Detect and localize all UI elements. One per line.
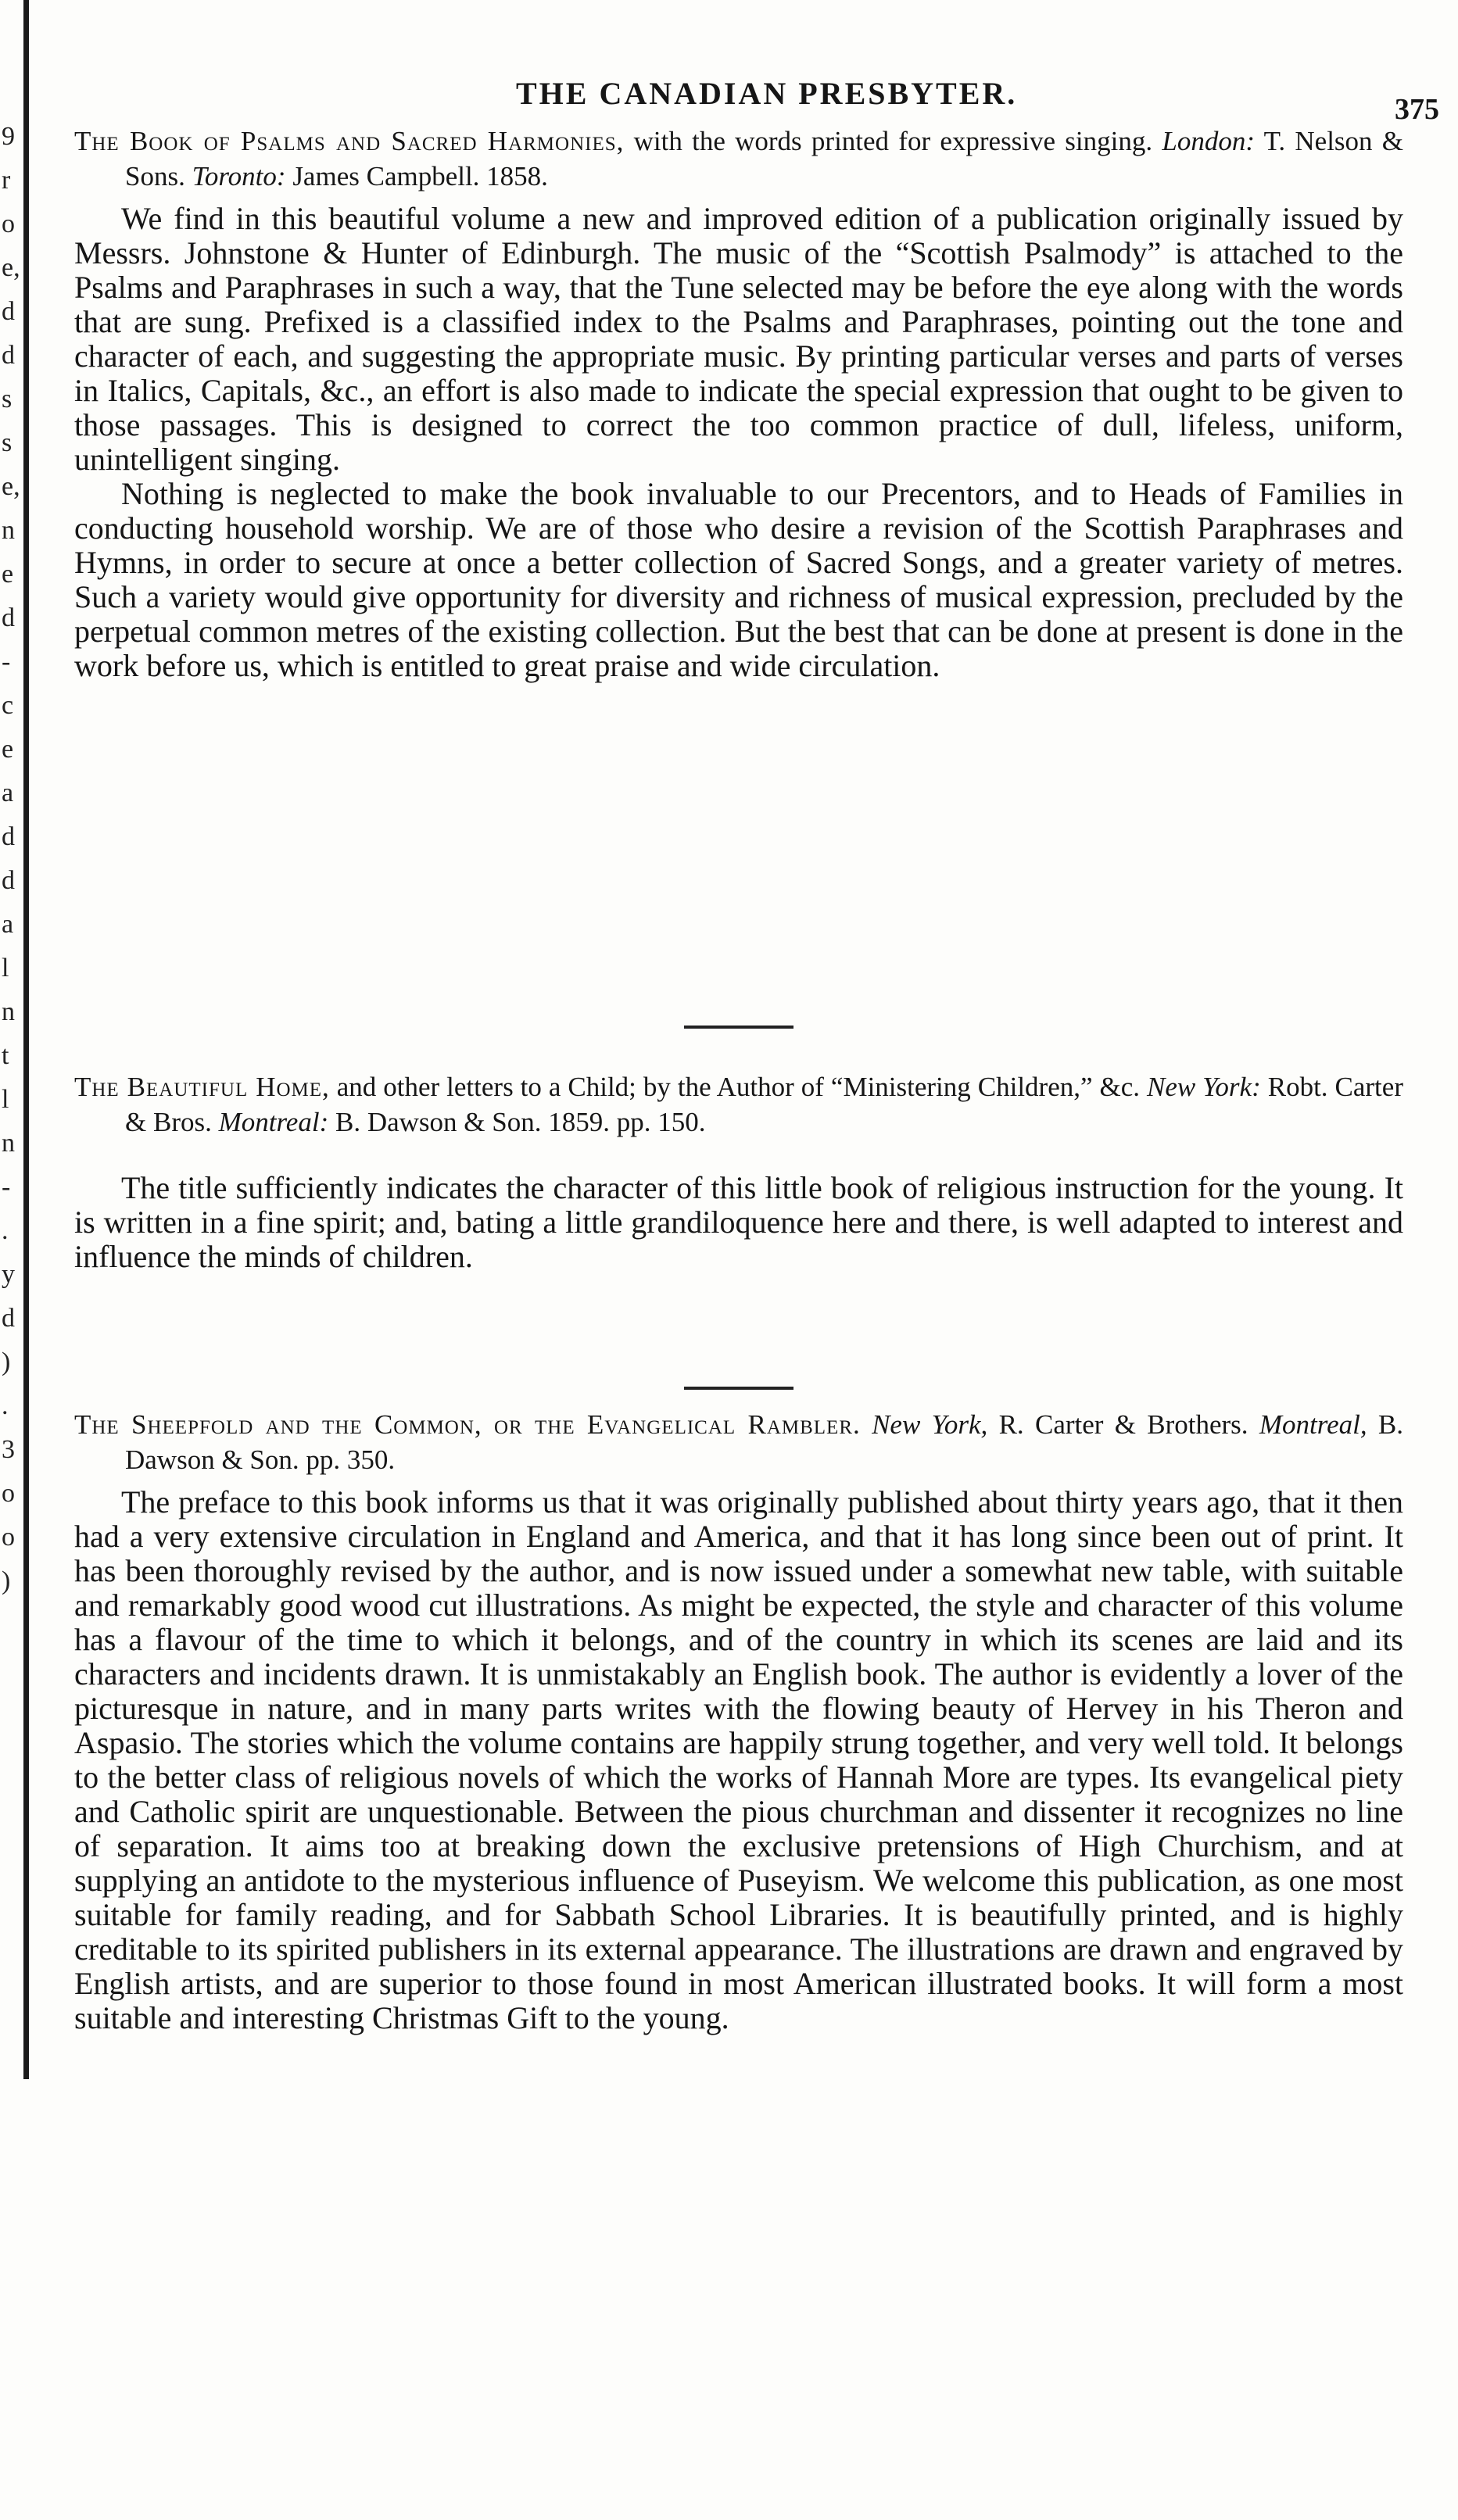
margin-fragment: ) xyxy=(2,1566,11,1595)
margin-fragment: a xyxy=(2,910,14,939)
margin-fragment: o xyxy=(2,1479,15,1508)
entry-publisher: B. Dawson & Son. pp. 350. xyxy=(125,1409,1403,1475)
margin-fragment: - xyxy=(2,647,11,676)
entry-publisher: Robt. Carter & Bros. xyxy=(125,1072,1403,1137)
margin-fragment: . xyxy=(2,1391,9,1420)
margin-fragment: e, xyxy=(2,472,20,501)
review-paragraph: The preface to this book informs us that it was originally published about thirty years ago, that it then had a very extensive circulation in England and America, and that it has long since been out of print. It has been thoroughly revised by the author, and is now issued under a somewhat new table, with suitable and remarkably good wood cut illustrations. As might be expected, the style and character of this volume has a flavour of the time to which it belongs, and of the country in which its scenes are laid and its characters and incidents drawn. It is unmistakably an English book. The author is evidently a lover of the picturesque in nature, and in many parts writes with the flowing beauty of Hervey in his Theron and Aspasio. The stories which the volume contains are happily strung together, and very well told. It belongs to the better class of religious novels of which the works of Hannah More are types. Its evangelical piety and Catholic spirit are unquestionable. Between the pious churchman and dissenter it recognizes no line of separation. It aims too at breaking down the exclusive pretensions of High Churchism, and at supplying an antidote to the mysterious influence of Puseyism. We welcome this publication, as one most suitable for family reading, and for Sabbath School Libraries. It is beautifully printed, and is highly creditable to its spirited publishers in its external appearance. The illustrations are drawn and engraved by English artists, and are superior to those found in most American illustrated books. It will form a most suitable and interesting Christmas Gift to the young. xyxy=(74,1484,1403,2035)
entry-heading xyxy=(74,123,1403,194)
entry-heading xyxy=(74,1069,1403,1140)
entry-city: New York, xyxy=(872,1409,988,1440)
margin-fragment: r xyxy=(2,166,11,195)
entry-city: Montreal, xyxy=(1259,1409,1367,1440)
entry-city: New York: xyxy=(1146,1072,1261,1102)
entry-title: The Book of Psalms and Sacred Harmonies, xyxy=(74,126,625,156)
margin-fragment: ) xyxy=(2,1348,11,1376)
entry-publisher: T. Nelson & Sons. xyxy=(125,126,1404,192)
review-paragraph: Nothing is neglected to make the book invaluable to our Precentors, and to Heads of Families in conducting household worship. We are of those who desire a revision of the Scottish Paraphrases and Hymns, in order to secure at once a better collection of Sacred Songs, and a greater variety of metres. Such a variety would give opportunity for diversity and richness of musical expression, precluded by the perpetual common metres of the existing collection. But the best that can be done at present is done in the work before us, which is entitled to great praise and wide circulation. xyxy=(74,476,1403,683)
margin-fragment: s xyxy=(2,428,13,457)
margin-fragment: n xyxy=(2,1129,15,1158)
entry-city: Montreal: xyxy=(218,1107,329,1137)
margin-fragment: o xyxy=(2,1523,15,1552)
margin-fragment: l xyxy=(2,1085,9,1114)
margin-fragment: c xyxy=(2,691,14,720)
margin-fragment: a xyxy=(2,779,14,807)
review-entry-psalms xyxy=(74,123,1403,683)
entry-heading-text: and other letters to a Child; by the Author of “Ministering Children,” &c. xyxy=(329,1072,1147,1102)
review-paragraph: The title sufficiently indicates the character of this little book of religious instruction for the young. It is written in a fine spirit; and, bating a little grandiloquence here and there, is well adapted to interest and influence the minds of children. xyxy=(74,1170,1403,1274)
review-entry-beautiful-home xyxy=(74,1069,1403,1274)
margin-fragment: e, xyxy=(2,253,20,282)
margin-fragment: e xyxy=(2,735,14,764)
margin-fragment: t xyxy=(2,1041,9,1070)
margin-fragment: d xyxy=(2,1304,15,1333)
margin-fragment: e xyxy=(2,560,14,589)
entry-heading-text xyxy=(861,1409,872,1440)
review-entry-sheepfold xyxy=(74,1407,1403,2035)
entry-city: London: xyxy=(1162,126,1255,156)
margin-fragment: o xyxy=(2,209,15,238)
entry-title: The Beautiful Home, xyxy=(74,1072,330,1102)
running-title: THE CANADIAN PRESBYTER. xyxy=(516,76,1018,111)
entry-heading xyxy=(74,1407,1403,1477)
margin-fragment: d xyxy=(2,603,15,632)
review-paragraph: We find in this beautiful volume a new and improved edition of a publication originally issued by Messrs. Johnstone & Hunter of Edinburgh. The music of the “Scottish Psalmody” is attached to the Psalms and Paraphrases in such a way, that the Tune selected may be before the eye along with the words that are sung. Prefixed is a classified index to the Psalms and Paraphrases, pointing out the tone and character of each, and suggesting the appropriate music. By printing particular verses and parts of verses in Italics, Capitals, &c., an effort is also made to indicate the special expression that ought to be given to those passages. This is designed to correct the too common practice of dull, lifeless, uniform, unintelligent singing. xyxy=(74,201,1403,477)
margin-fragment: - xyxy=(2,1172,11,1201)
margin-fragment: s xyxy=(2,385,13,413)
entry-title: The Sheepfold and the Common, or the Evangelical Rambler. xyxy=(74,1409,861,1440)
left-margin-rule xyxy=(23,0,29,2079)
margin-fragment: d xyxy=(2,297,15,326)
margin-fragment: d xyxy=(2,866,15,895)
margin-fragment: d xyxy=(2,341,15,370)
margin-fragment: n xyxy=(2,516,15,545)
margin-fragment: l xyxy=(2,954,9,983)
margin-fragment: d xyxy=(2,822,15,851)
margin-fragment: 9 xyxy=(2,122,15,151)
entry-heading-text: with the words printed for expressive singing. xyxy=(624,126,1162,156)
page-number: 375 xyxy=(1395,93,1439,126)
entry-city: Toronto: xyxy=(192,161,286,192)
margin-fragment: n xyxy=(2,997,15,1026)
entry-publisher: B. Dawson & Son. 1859. pp. 150. xyxy=(328,1107,706,1137)
entry-publisher: James Campbell. 1858. xyxy=(285,161,548,192)
entry-publisher: R. Carter & Brothers. xyxy=(987,1409,1259,1440)
margin-fragment: y xyxy=(2,1260,15,1289)
margin-fragment: . xyxy=(2,1216,9,1245)
margin-fragment: 3 xyxy=(2,1435,15,1464)
section-divider xyxy=(684,1387,793,1390)
section-divider xyxy=(684,1026,793,1029)
